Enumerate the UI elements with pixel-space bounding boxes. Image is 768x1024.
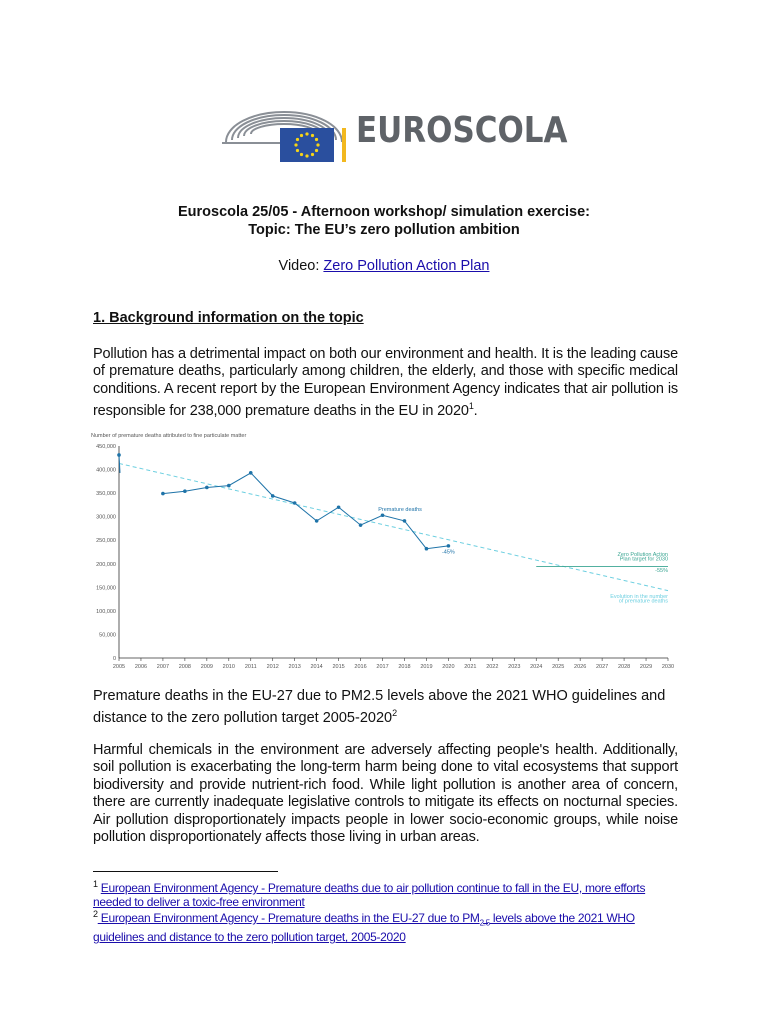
x-tick-label: 2007 [156,664,170,670]
flag-star [316,143,319,146]
parliament-hemicycle-icon [218,98,354,164]
x-tick-label: 2010 [222,664,235,670]
data-point [293,501,297,505]
y-tick-label: 200,000 [96,561,116,568]
x-tick-label: 2005 [112,664,126,670]
x-tick-label: 2028 [617,664,631,670]
trend-line [119,463,668,590]
data-point [447,544,451,548]
euroscola-logo [218,98,568,164]
x-tick-label: 2016 [354,664,367,670]
y-tick-label: 50,000 [99,632,116,639]
x-tick-label: 2012 [266,664,279,670]
footnote-ref-1[interactable]: 1 [468,401,474,412]
flag-star [300,134,303,137]
x-tick-label: 2027 [595,664,609,670]
data-point [381,513,385,517]
x-tick-label: 2024 [530,664,543,670]
footnote-number: 1 [93,879,98,889]
footnote-2-subscript: 2.5 [479,918,490,928]
x-tick-label: 2021 [464,664,477,670]
flag-star [315,149,318,152]
y-tick-label: 400,000 [96,467,116,474]
footnote-2-text-a: European Environment Agency - Premature deaths in the EU-27 due to PM [97,911,480,925]
annotation-premature-deaths: Premature deaths [378,507,422,514]
x-tick-label: 2025 [552,664,565,670]
y-tick-label: 150,000 [96,585,116,592]
footnote-2-text-b: levels above the 2021 WHO guidelines and distance to the zero pollution target, 2005-2020 [93,911,635,945]
data-point [205,486,209,490]
flag-star [315,138,318,141]
flag-star [305,132,308,135]
y-tick-label: 450,000 [96,444,116,450]
y-tick-label: 100,000 [96,608,116,615]
flag-star [296,138,299,141]
chart-caption-text: Premature deaths in the EU-27 due to PM2.5 levels above the 2021 WHO guidelines and distance to the zero pollution target 2005-2020 [93,688,666,727]
document-title: Euroscola 25/05 - Afternoon workshop/ simulation exercise: [177,204,591,220]
chart-caption [93,688,678,728]
flag-star [311,153,314,156]
flag-star [294,143,297,146]
document-topic: Topic: The EU’s zero pollution ambition [248,222,520,238]
video-line [0,258,768,274]
x-tick-label: 2022 [486,664,499,670]
footnote-number: 2 [93,909,98,919]
data-point [359,523,363,527]
premature-deaths-chart [86,424,686,674]
data-point [227,484,231,488]
x-tick-label: 2023 [508,664,521,670]
data-point [315,519,319,523]
flag-star [305,154,308,157]
logo-text: EUROSCOLA [356,110,568,151]
x-tick-label: 2014 [310,664,323,670]
y-tick-label: 300,000 [96,514,116,521]
flag-star [311,134,314,137]
data-point [183,489,187,493]
annotation-target-1: Zero Pollution Action [617,552,668,559]
footnote-1 [93,877,678,909]
x-tick-label: 2029 [639,664,653,670]
section-heading: 1. Background information on the topic [93,310,364,326]
y-tick-label: 350,000 [96,491,116,498]
x-tick-label: 2009 [200,664,213,670]
x-tick-label: 2018 [398,664,411,670]
x-tick-label: 2026 [574,664,587,670]
footnote-1-link[interactable]: European Environment Agency - Premature deaths due to air pollution continue to fall in the EU, more efforts needed to deliver a toxic-free environment [93,881,646,909]
intro-paragraph [93,346,678,420]
footnote-2-link[interactable] [93,911,635,944]
y-axis-label: Number of premature deaths attributed to fine particulate matter [91,433,247,439]
second-paragraph: Harmful chemicals in the environment are adversely affecting people's health. Additionally, soil pollution is exacerbating the long-term harm being done to vital ecosystems that support biodiversity and provide nutrient-rich food. While light pollution is another area of concern, there are currently inadequate legislative controls to mitigate its effects on nocturnal species. Air pollution disproportionately impacts people in lower socio-economic groups, while noise pollution disproportionately affects those living in urban areas. [93,742,678,846]
x-tick-label: 2020 [442,664,455,670]
intro-text: Pollution has a detrimental impact on both our environment and health. It is the leading cause of premature deaths, particularly among children, the elderly, and those with specific medical conditions. A recent report by the European Environment Agency indicates that air pollution is responsible for 238,000 premature deaths in the EU in 2020 [93,346,678,420]
x-tick-label: 2013 [288,664,301,670]
data-point [161,492,165,496]
y-tick-label: 0 [112,656,116,662]
x-tick-label: 2006 [134,664,148,670]
x-tick-label: 2017 [376,664,389,670]
data-point [249,471,253,475]
data-point [271,494,275,498]
flag-star [296,149,299,152]
y-tick-label: 250,000 [96,538,116,545]
flag-star [300,153,303,156]
video-label: Video: [278,258,324,274]
x-tick-label: 2011 [244,664,257,670]
intro-end: . [473,403,478,420]
annotation-minus-45: -45% [441,549,455,556]
footnote-divider [93,871,278,872]
data-point [117,453,121,457]
data-point [425,547,429,551]
footnote-2 [93,907,678,944]
annotation-trend-1: Evolution in the number [610,594,668,601]
x-tick-label: 2019 [420,664,433,670]
video-link[interactable]: Zero Pollution Action Plan [323,258,490,274]
data-point [403,519,407,523]
annotation-trend-2: of premature deaths [618,598,668,605]
footnote-ref-2[interactable]: 2 [392,708,398,719]
data-point [337,505,341,509]
x-tick-label: 2008 [178,664,192,670]
x-tick-label: 2030 [661,664,675,670]
annotation-target-2: Plan target for 2030 [619,556,668,563]
annotation-minus-55: -55% [655,567,668,574]
x-tick-label: 2015 [332,664,345,670]
